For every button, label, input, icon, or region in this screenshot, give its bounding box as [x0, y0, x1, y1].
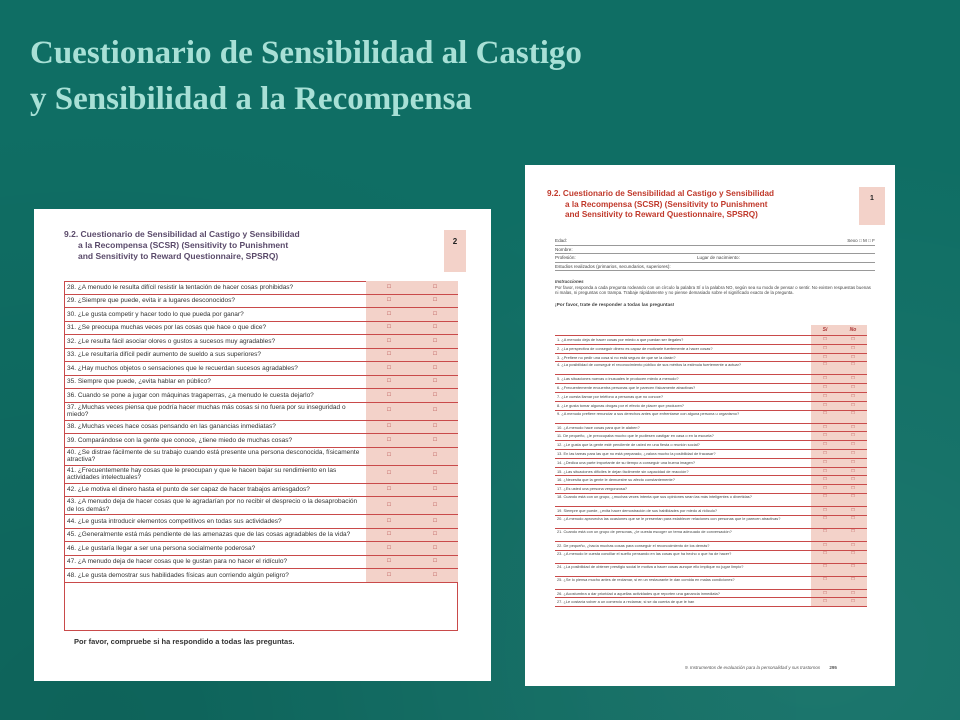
answer-no-checkbox[interactable]: □ [839, 411, 867, 423]
table-row [555, 450, 867, 459]
field-name-label: Nombre: [555, 246, 875, 255]
page-1-question-table [555, 325, 867, 607]
answer-no-checkbox[interactable]: □ [839, 345, 867, 353]
field-age-label: Edad: [555, 238, 568, 243]
table-row [555, 336, 867, 345]
question-text: 12. ¿Le gusta que la gente esté pendiente de usted en una fiesta o reunión social? [557, 442, 700, 448]
question-text: 9. ¿A menudo prefiere renunciar a sus derechos antes que enfrentarse con alguna persona u organismo? [557, 410, 740, 416]
slide-title-line-1: Cuestionario de Sensibilidad al Castigo [30, 35, 582, 71]
answer-no-checkbox[interactable]: □ [839, 598, 867, 606]
question-text: 24. ¿La posibilidad de obtener prestigio social le motiva a hacer cosas aunque ello implique no jugar limpio? [557, 563, 744, 569]
table-row [555, 441, 867, 450]
page-1-heading-line-2: a la Recompensa (SCSR) (Sensitivity to Punishment [565, 199, 768, 209]
answer-no-checkbox[interactable]: □ [839, 476, 867, 484]
answer-no-checkbox[interactable]: □ [412, 569, 458, 583]
answer-no-checkbox[interactable]: □ [839, 354, 867, 362]
table-row [64, 308, 458, 322]
answer-yes-checkbox[interactable]: □ [811, 564, 839, 576]
answer-no-checkbox[interactable]: □ [839, 375, 867, 383]
answer-yes-checkbox[interactable]: □ [366, 294, 412, 308]
answer-no-checkbox[interactable]: □ [412, 497, 458, 515]
answer-yes-checkbox[interactable]: □ [811, 362, 839, 374]
table-row [64, 294, 458, 308]
question-text: 22. De pequeño, ¿hacía muchas cosas para conseguir el reconocimiento de los demás? [557, 542, 710, 548]
question-text: 34. ¿Hay muchos objetos o sensaciones que le recuerdan sucesos agradables? [64, 362, 366, 376]
answer-no-checkbox[interactable]: □ [839, 450, 867, 458]
question-text: 31. ¿Se preocupa muchas veces por las cosas que hace o que dice? [64, 321, 366, 335]
table-row [64, 420, 458, 434]
field-profession-label: Profesión: [555, 255, 576, 260]
table-row [64, 465, 458, 483]
answer-no-checkbox[interactable]: □ [839, 441, 867, 449]
answer-yes-checkbox[interactable]: □ [811, 494, 839, 506]
question-text: 8. ¿Le gusta tomar algunas drogas por el efecto de placer que producen? [557, 402, 684, 408]
table-row [64, 375, 458, 389]
answer-no-checkbox[interactable]: □ [412, 447, 458, 465]
field-birthplace-label: Lugar de nacimiento: [696, 255, 740, 260]
table-row [64, 389, 458, 403]
table-row [555, 542, 867, 551]
table-row [555, 485, 867, 494]
answer-yes-checkbox[interactable]: □ [811, 476, 839, 484]
question-text: 28. ¿A menudo le resulta difícil resistir la tentación de hacer cosas prohibidas? [64, 281, 366, 294]
question-text: 39. Comparándose con la gente que conoce, ¿tiene miedo de muchas cosas? [64, 434, 366, 448]
answer-yes-checkbox[interactable]: □ [811, 375, 839, 383]
page-1-heading [547, 189, 847, 221]
answer-no-checkbox[interactable]: □ [412, 294, 458, 308]
slide-title [30, 30, 582, 122]
answer-yes-checkbox[interactable]: □ [366, 555, 412, 569]
table-row [555, 529, 867, 542]
page-1-table-header [555, 325, 867, 336]
page-1-number: 1 [859, 187, 885, 225]
answer-no-checkbox[interactable]: □ [412, 434, 458, 448]
answer-yes-checkbox[interactable]: □ [366, 281, 412, 294]
answer-yes-checkbox[interactable]: □ [366, 528, 412, 542]
answer-yes-checkbox[interactable]: □ [366, 335, 412, 349]
question-text: 38. ¿Muchas veces hace cosas pensando en las ganancias inmediatas? [64, 420, 366, 434]
question-text: 1. ¿A menudo deja de hacer cosas por miedo a que puedan ser ilegales? [557, 337, 684, 342]
answer-no-checkbox[interactable]: □ [839, 485, 867, 493]
answer-yes-checkbox[interactable]: □ [811, 450, 839, 458]
answer-yes-checkbox[interactable]: □ [366, 308, 412, 322]
answer-yes-checkbox[interactable]: □ [366, 542, 412, 556]
table-row [555, 402, 867, 411]
question-text: 42. ¿Le motiva el dinero hasta el punto de ser capaz de hacer trabajos arriesgados? [64, 483, 366, 497]
table-row [555, 476, 867, 485]
answer-yes-checkbox[interactable]: □ [811, 590, 839, 598]
question-text: 33. ¿Le resultaría difícil pedir aumento de sueldo a sus superiores? [64, 348, 366, 362]
question-text: 15. ¿Las situaciones difíciles le dejan fácilmente sin capacidad de reacción? [557, 468, 689, 474]
answer-no-checkbox[interactable]: □ [412, 542, 458, 556]
answer-yes-checkbox[interactable]: □ [811, 336, 839, 344]
page-1-heading-line-1: 9.2. Cuestionario de Sensibilidad al Castigo y Sensibilidad [547, 189, 775, 198]
page-2-question-table [64, 281, 458, 583]
answer-no-checkbox[interactable]: □ [839, 551, 867, 563]
answer-yes-checkbox[interactable]: □ [811, 393, 839, 401]
table-row [555, 551, 867, 564]
page-2-heading-line-3: and Sensitivity to Reward Questionnaire, SPSRQ) [78, 251, 279, 261]
questionnaire-page-2 [34, 209, 491, 681]
question-text: 23. ¿A menudo le cuesta conciliar el sueño pensando en las cosas que ha hecho o que ha de hacer? [557, 550, 732, 556]
table-row [555, 411, 867, 424]
field-sex-label: Sexo □ M □ F [847, 238, 875, 243]
page-1-footer-page: 295 [829, 665, 837, 670]
answer-no-checkbox[interactable]: □ [412, 375, 458, 389]
question-text: 48. ¿Le gusta demostrar sus habilidades físicas aun corriendo algún peligro? [64, 569, 366, 583]
field-age-row [555, 237, 875, 246]
slide-title-line-2: y Sensibilidad a la Recompensa [30, 81, 472, 117]
table-row [555, 590, 867, 599]
answer-yes-checkbox[interactable]: □ [366, 434, 412, 448]
answer-no-checkbox[interactable]: □ [412, 402, 458, 420]
answer-no-checkbox[interactable]: □ [839, 529, 867, 541]
question-text: 47. ¿A menudo deja de hacer cosas que le gustan para no hacer el ridículo? [64, 555, 366, 569]
question-text: 14. ¿Dedica una parte importante de su tiempo a conseguir una buena imagen? [557, 459, 695, 465]
question-text: 13. En las tareas para las que no está preparado, ¿valora mucho la posibilidad de fracasar? [557, 450, 716, 456]
answer-no-checkbox[interactable]: □ [412, 420, 458, 434]
question-text: 36. Cuando se pone a jugar con máquinas tragaperras, ¿a menudo le cuesta dejarlo? [64, 389, 366, 403]
question-text: 46. ¿Le gustaría llegar a ser una persona socialmente poderosa? [64, 542, 366, 556]
table-row [555, 507, 867, 516]
table-row [555, 516, 867, 529]
table-row [555, 564, 867, 577]
answer-yes-checkbox[interactable]: □ [811, 542, 839, 550]
column-no-header: No [839, 325, 867, 335]
answer-no-checkbox[interactable]: □ [412, 483, 458, 497]
question-text: 32. ¿Le resulta fácil asociar olores o gustos a sucesos muy agradables? [64, 335, 366, 349]
answer-no-checkbox[interactable]: □ [839, 459, 867, 467]
instructions-label: Instrucciones [555, 279, 584, 284]
page-2-heading-line-2: a la Recompensa (SCSR) (Sensitivity to Punishment [78, 240, 289, 250]
page-1-personal-fields [555, 237, 875, 271]
answer-yes-checkbox[interactable]: □ [366, 515, 412, 529]
answer-no-checkbox[interactable]: □ [839, 384, 867, 392]
answer-yes-checkbox[interactable]: □ [811, 551, 839, 563]
table-row [64, 528, 458, 542]
table-row [555, 362, 867, 375]
answer-no-checkbox[interactable]: □ [412, 348, 458, 362]
question-text: 2. ¿La perspectiva de conseguir dinero es capaz de motivarle fuertemente a hacer cosas? [557, 345, 713, 351]
page-1-footer [685, 665, 837, 670]
answer-yes-checkbox[interactable]: □ [811, 432, 839, 440]
answer-no-checkbox[interactable]: □ [412, 389, 458, 403]
answer-no-checkbox[interactable]: □ [839, 590, 867, 598]
table-row [555, 468, 867, 477]
page-2-check-note: Por favor, compruebe si ha respondido a todas las preguntas. [74, 637, 295, 646]
answer-yes-checkbox[interactable]: □ [366, 402, 412, 420]
answer-yes-checkbox[interactable]: □ [811, 516, 839, 528]
answer-no-checkbox[interactable]: □ [839, 424, 867, 432]
answer-yes-checkbox[interactable]: □ [811, 424, 839, 432]
page-1-footer-text: 9. Instrumentos de evaluación para la personalidad y sus trastornos [685, 665, 821, 670]
answer-no-checkbox[interactable]: □ [839, 393, 867, 401]
page-1-heading-line-3: and Sensitivity to Reward Questionnaire, SPSRQ) [565, 210, 758, 219]
answer-no-checkbox[interactable]: □ [412, 308, 458, 322]
page-2-heading [64, 229, 444, 262]
table-row [555, 598, 867, 607]
answer-no-checkbox[interactable]: □ [839, 542, 867, 550]
table-row [64, 515, 458, 529]
table-row [555, 393, 867, 402]
question-text: 35. Siempre que puede, ¿evita hablar en público? [64, 375, 366, 389]
question-text: 30. ¿Le gusta competir y hacer todo lo que pueda por ganar? [64, 308, 366, 322]
answer-no-checkbox[interactable]: □ [412, 515, 458, 529]
question-text: 29. ¿Siempre que puede, evita ir a lugares desconocidos? [64, 294, 366, 308]
answer-yes-checkbox[interactable]: □ [811, 598, 839, 606]
table-row [555, 345, 867, 354]
answer-no-checkbox[interactable]: □ [839, 494, 867, 506]
question-text: 41. ¿Frecuentemente hay cosas que le preocupan y que le hacen bajar su rendimiento en las actividades intelectuales? [64, 465, 366, 483]
table-row [64, 555, 458, 569]
answer-no-checkbox[interactable]: □ [839, 336, 867, 344]
answer-yes-checkbox[interactable]: □ [811, 459, 839, 467]
table-row [555, 375, 867, 384]
answer-no-checkbox[interactable]: □ [839, 402, 867, 410]
answer-yes-checkbox[interactable]: □ [366, 321, 412, 335]
question-text: 6. ¿Frecuentemente encuentra personas que le parecen físicamente atractivas? [557, 385, 696, 391]
answer-no-checkbox[interactable]: □ [412, 555, 458, 569]
instructions-text: Por favor, responda a cada pregunta rodeando con un círculo la palabra SÍ o la palabra NO, según sea su modo de pensar o sentir. No existen respuestas buenas ni malas, ni preguntas con trampa. Trabaje rápidamente y no piense demasiado sobre el significado exacto de la pregunta. [555, 284, 871, 296]
answer-yes-checkbox[interactable]: □ [366, 465, 412, 483]
answer-yes-checkbox[interactable]: □ [811, 485, 839, 493]
question-text: 40. ¿Se distrae fácilmente de su trabajo cuando está presente una persona desconocida, físicamente atractiva? [64, 447, 366, 465]
question-text: 44. ¿Le gusta introducir elementos competitivos en todas sus actividades? [64, 515, 366, 529]
question-text: 7. ¿Le cuesta llamar por teléfono a personas que no conoce? [557, 393, 663, 399]
table-row [64, 497, 458, 515]
answer-yes-checkbox[interactable]: □ [366, 497, 412, 515]
table-row [64, 542, 458, 556]
table-row [64, 483, 458, 497]
answer-no-checkbox[interactable]: □ [839, 516, 867, 528]
question-text: 17. ¿Es usted una persona vergonzosa? [557, 486, 628, 492]
field-studies-label: Estudios realizados (primarios, secundarios, superiores): [555, 263, 875, 272]
answer-yes-checkbox[interactable]: □ [366, 362, 412, 376]
answer-yes-checkbox[interactable]: □ [811, 411, 839, 423]
table-row [64, 321, 458, 335]
answer-yes-checkbox[interactable]: □ [366, 420, 412, 434]
question-text: 4. ¿La posibilidad de conseguir el reconocimiento público de sus méritos la estimula fuertemente a actuar? [557, 362, 742, 368]
table-row [64, 402, 458, 420]
answer-yes-checkbox[interactable]: □ [811, 507, 839, 515]
question-text: 45. ¿Generalmente está más pendiente de las amenazas que de las cosas agradables de la vida? [64, 528, 366, 542]
answer-no-checkbox[interactable]: □ [839, 432, 867, 440]
table-row [64, 281, 458, 294]
answer-yes-checkbox[interactable]: □ [811, 529, 839, 541]
table-row [64, 569, 458, 583]
question-text: 25. ¿Se lo piensa mucho antes de reclamar, si en un restaurante le dan comida en malas condiciones? [557, 576, 735, 582]
answer-yes-checkbox[interactable]: □ [366, 348, 412, 362]
answer-yes-checkbox[interactable]: □ [811, 441, 839, 449]
answer-no-checkbox[interactable]: □ [412, 321, 458, 335]
question-text: 43. ¿A menudo deja de hacer cosas que le agradarían por no recibir el desprecio o la desaprobación de los demás? [64, 497, 366, 515]
questionnaire-page-1 [525, 165, 895, 686]
table-row [555, 459, 867, 468]
field-profession-row [555, 254, 875, 263]
answer-no-checkbox[interactable]: □ [839, 564, 867, 576]
answer-no-checkbox[interactable]: □ [412, 335, 458, 349]
question-text: 26. ¿Acostumbra a dar prioridad a aquellas actividades que reporten una ganancia inmediata? [557, 590, 720, 596]
answer-yes-checkbox[interactable]: □ [811, 577, 839, 589]
answer-yes-checkbox[interactable]: □ [811, 354, 839, 362]
page-2-heading-line-1: 9.2. Cuestionario de Sensibilidad al Castigo y Sensibilidad [64, 229, 300, 239]
answer-yes-checkbox[interactable]: □ [366, 569, 412, 583]
answer-no-checkbox[interactable]: □ [412, 528, 458, 542]
column-yes-header: Sí [811, 325, 839, 335]
table-row [555, 577, 867, 590]
table-row [555, 424, 867, 433]
answer-no-checkbox[interactable]: □ [839, 362, 867, 374]
question-text: 27. ¿Le costaría volver a un comercio a reclamar, si se da cuenta de que le han [557, 599, 695, 605]
table-row [555, 384, 867, 393]
question-text: 16. ¿Necesita que la gente le demuestre su afecto constantemente? [557, 477, 675, 483]
instructions-prompt: ¡Por favor, trate de responder a todas las preguntas! [555, 302, 675, 308]
question-text: 10. ¿A menudo hace cosas para que le alaben? [557, 424, 640, 430]
question-text: 37. ¿Muchas veces piensa que podría hacer muchas más cosas si no fuera por su inseguridad o miedo? [64, 402, 366, 420]
question-text: 5. ¿Las situaciones nuevas o inusuales le producen miedo a menudo? [557, 376, 679, 382]
question-text: 20. ¿A menudo aprovecha las ocasiones que se le presentan para establecer relaciones con personas que le parecen atractivas? [557, 515, 781, 521]
answer-yes-checkbox[interactable]: □ [811, 402, 839, 410]
question-text: 11. De pequeño, ¿le preocupaba mucho que le pudiesen castigar en casa o en la escuela? [557, 433, 714, 439]
answer-no-checkbox[interactable]: □ [839, 468, 867, 476]
page-1-instructions [555, 279, 875, 308]
table-row [64, 434, 458, 448]
answer-no-checkbox[interactable]: □ [839, 507, 867, 515]
table-row [64, 335, 458, 349]
table-row [64, 348, 458, 362]
answer-yes-checkbox[interactable]: □ [366, 375, 412, 389]
answer-yes-checkbox[interactable]: □ [366, 447, 412, 465]
question-text: 21. Cuando está con un grupo de personas, ¿le cuesta escoger un tema adecuado de conversación? [557, 528, 732, 534]
table-row [555, 432, 867, 441]
answer-yes-checkbox[interactable]: □ [811, 468, 839, 476]
answer-no-checkbox[interactable]: □ [412, 281, 458, 294]
answer-yes-checkbox[interactable]: □ [366, 389, 412, 403]
table-row [64, 362, 458, 376]
answer-yes-checkbox[interactable]: □ [811, 384, 839, 392]
page-2-number: 2 [444, 230, 466, 272]
answer-no-checkbox[interactable]: □ [412, 465, 458, 483]
question-text: 19. Siempre que puede, ¿evita hacer demostración de sus habilidades por miedo al ridículo? [557, 507, 718, 513]
table-row [64, 447, 458, 465]
table-row [555, 494, 867, 507]
question-text: 18. Cuando está con un grupo, ¿muchas veces intenta que sus opiniones sean las más inteligentes o divertidas? [557, 493, 752, 499]
answer-yes-checkbox[interactable]: □ [366, 483, 412, 497]
table-row [555, 354, 867, 363]
answer-no-checkbox[interactable]: □ [839, 577, 867, 589]
answer-no-checkbox[interactable]: □ [412, 362, 458, 376]
answer-yes-checkbox[interactable]: □ [811, 345, 839, 353]
question-text: 3. ¿Prefiere no pedir una cosa si no está seguro de que se la darán? [557, 354, 676, 360]
